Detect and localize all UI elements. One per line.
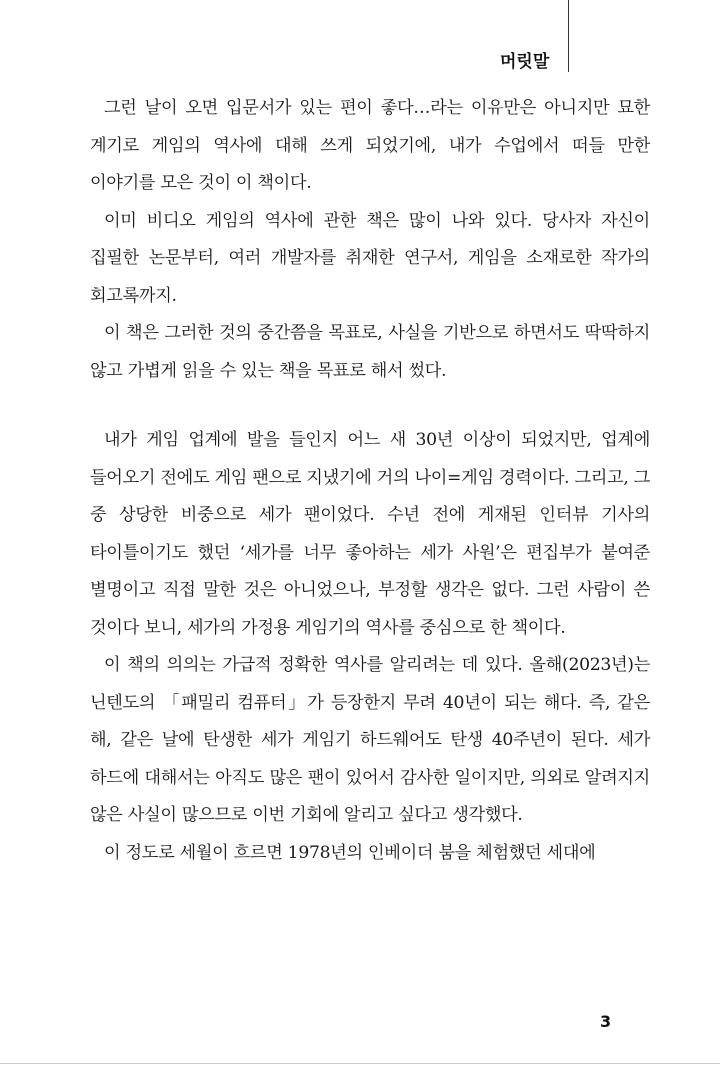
paragraph: 이 책의 의의는 가급적 정확한 역사를 알리려는 데 있다. 올해(2023년)는 닌텐도의 「패밀리 컴퓨터」가 등장한지 무려 40년이 되는 해다. 즉, 같은 해, 같은 날에 탄생한 세가 게임기 하드웨어도 탄생 40주년이 된다. 세가 하드에 대해서는 아직도 많은 팬이 있어서 감사한 일이지만, 의외로 알려지지 않은 사실이 많으므로 이번 기회에 알리고 싶다고 생각했다. — [90, 655, 650, 825]
body-section-1 — [90, 90, 650, 390]
header-divider — [568, 0, 569, 72]
paragraph: 이 책은 그러한 것의 중간쯤을 목표로, 사실을 기반으로 하면서도 딱딱하지 않고 가볍게 읽을 수 있는 책을 목표로 해서 썼다. — [90, 323, 650, 381]
paragraph: 이미 비디오 게임의 역사에 관한 책은 많이 나와 있다. 당사자 자신이 집필한 논문부터, 여러 개발자를 취재한 연구서, 게임을 소재로한 작가의 회고록까지. — [90, 210, 650, 306]
chapter-title: 머릿말 — [500, 52, 550, 72]
paragraph: 이 정도로 세월이 흐르면 1978년의 인베이더 붐을 체험했던 세대에 — [104, 842, 596, 863]
page-number: 3 — [600, 1012, 612, 1031]
paragraph: 그런 날이 오면 입문서가 있는 편이 좋다…라는 이유만은 아니지만 묘한 계기로 게임의 역사에 대해 쓰게 되었기에, 내가 수업에서 떠들 만한 이야기를 모은 것이 이 책이다. — [90, 98, 650, 193]
page-edge — [0, 1063, 720, 1064]
body-section-2 — [90, 422, 650, 872]
paragraph: 내가 게임 업계에 발을 들인지 어느 새 30년 이상이 되었지만, 업계에 들어오기 전에도 게임 팬으로 지냈기에 거의 나이=게임 경력이다. 그리고, 그 중 상당한 비중으로 세가 팬이었다. 수년 전에 게재된 인터뷰 기사의 타이틀이기도 했던 ‘세가를 너무 좋아하는 세가 사원’은 편집부가 붙여준 별명이고 직접 말한 것은 아니었으나, 부정할 생각은 없다. 그런 사람이 쓴 것이다 보니, 세가의 가정용 게임기의 역사를 중심으로 한 책이다. — [90, 430, 650, 638]
